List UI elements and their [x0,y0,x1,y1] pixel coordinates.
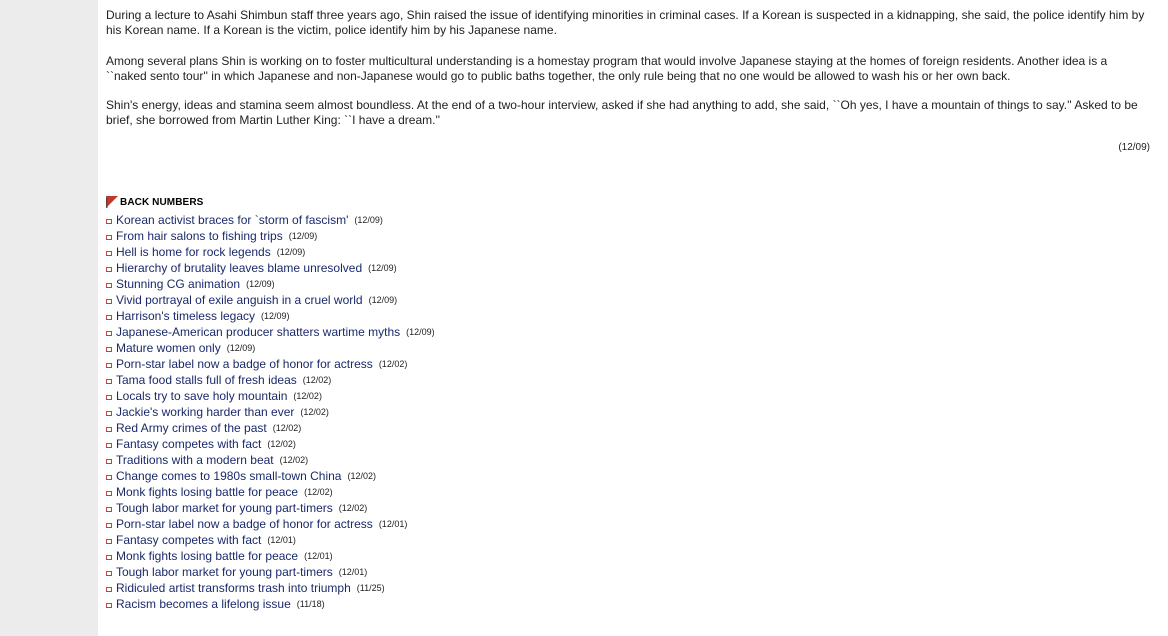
square-bullet-icon [106,395,112,400]
back-number-link[interactable]: Vivid portrayal of exile anguish in a cruel world [116,293,363,307]
list-item [106,260,435,276]
back-number-date: (12/02) [378,359,408,369]
article-paragraph-1: During a lecture to Asahi Shimbun staff three years ago, Shin raised the issue of identifying minorities in criminal cases. If a Korean is suspected in a kidnapping, she said, the police identify him by his Korean name. If a Korean is the victim, police identify him by his Japanese name. [106,8,1145,37]
left-sidebar [0,0,98,636]
square-bullet-icon [106,475,112,480]
back-number-link[interactable]: Harrison's timeless legacy [116,309,256,323]
square-bullet-icon [106,235,112,240]
back-number-date: (12/01) [304,551,333,561]
list-item [106,532,435,548]
list-item [106,580,435,596]
back-number-link[interactable]: Hell is home for rock legends [116,245,271,259]
list-item [106,228,435,244]
square-bullet-icon [106,299,112,304]
back-number-link[interactable]: Jackie's working harder than ever [116,405,295,419]
square-bullet-icon [106,587,112,592]
square-bullet-icon [106,571,112,576]
back-number-link[interactable]: Fantasy competes with fact [116,533,262,547]
list-item [106,292,435,308]
list-item [106,596,435,612]
back-number-link[interactable]: Monk fights losing battle for peace [116,485,299,499]
back-numbers-list [106,212,435,612]
back-number-link[interactable]: Fantasy competes with fact [116,437,262,451]
back-number-date: (12/09) [368,263,397,273]
list-item [106,212,435,228]
list-item [106,276,435,292]
square-bullet-icon [106,603,112,608]
back-number-date: (12/09) [246,279,275,289]
list-item [106,340,435,356]
back-number-link[interactable]: Korean activist braces for `storm of fascism' [116,213,349,227]
article-date: (12/09) [1118,142,1150,153]
back-number-date: (12/09) [406,327,435,337]
list-item [106,564,435,580]
back-number-date: (12/01) [338,567,368,577]
list-item [106,356,435,372]
back-number-link[interactable]: Hierarchy of brutality leaves blame unresolved [116,261,363,275]
back-number-date: (12/09) [261,311,290,321]
back-number-date: (11/18) [296,599,325,609]
back-numbers-heading [106,196,203,208]
list-item [106,244,435,260]
back-number-date: (12/02) [272,423,302,433]
back-number-date: (12/09) [276,247,306,257]
list-item [106,484,435,500]
back-number-link[interactable]: Porn-star label now a badge of honor for actress [116,357,373,371]
back-number-link[interactable]: Tough labor market for young part-timers [116,565,333,579]
back-number-date: (12/09) [226,343,256,353]
back-number-link[interactable]: Monk fights losing battle for peace [116,549,299,563]
article-paragraph-3: Shin's energy, ideas and stamina seem almost boundless. At the end of a two-hour interview, asked if she had anything to add, she said, ``Oh yes, I have a mountain of things to say.'' Asked to be brief, she borrowed from Martin Luther King: ``I have a dream.'' [106,98,1138,127]
back-number-link[interactable]: Tough labor market for young part-timers [116,501,333,515]
back-number-date: (12/09) [354,215,383,225]
back-number-date: (12/02) [338,503,368,513]
square-bullet-icon [106,427,112,432]
back-number-link[interactable]: Locals try to save holy mountain [116,389,288,403]
list-item [106,548,435,564]
square-bullet-icon [106,363,112,368]
back-number-link[interactable]: From hair salons to fishing trips [116,229,283,243]
back-numbers-title: BACK NUMBERS [120,196,204,208]
back-number-date: (12/09) [288,231,318,241]
back-number-link[interactable]: Mature women only [116,341,221,355]
back-number-link[interactable]: Tama food stalls full of fresh ideas [116,373,297,387]
square-bullet-icon [106,315,112,320]
square-bullet-icon [106,267,112,272]
article-paragraph-2: Among several plans Shin is working on to foster multicultural understanding is a homestay program that would involve Japanese staying at the homes of foreign residents. Another idea is a ``naked sento tour'' in which Japanese and non-Japanese would go to public baths together, the only rule being that no one would be allowed to wash his or her own back. [106,54,1108,83]
square-bullet-icon [106,331,112,336]
square-bullet-icon [106,443,112,448]
list-item [106,500,435,516]
list-item [106,452,435,468]
back-number-link[interactable]: Racism becomes a lifelong issue [116,597,291,611]
back-number-link[interactable]: Traditions with a modern beat [116,453,274,467]
back-number-link[interactable]: Red Army crimes of the past [116,421,267,435]
back-number-date: (12/01) [378,519,408,529]
list-item [106,388,435,404]
list-item [106,516,435,532]
square-bullet-icon [106,347,112,352]
back-number-link[interactable]: Change comes to 1980s small-town China [116,469,342,483]
back-number-link[interactable]: Porn-star label now a badge of honor for actress [116,517,373,531]
square-bullet-icon [106,459,112,464]
back-number-date: (12/02) [304,487,333,497]
red-flag-icon [106,196,118,208]
list-item [106,404,435,420]
list-item [106,324,435,340]
list-item [106,372,435,388]
square-bullet-icon [106,539,112,544]
square-bullet-icon [106,507,112,512]
back-number-link[interactable]: Stunning CG animation [116,277,241,291]
back-number-date: (12/09) [368,295,398,305]
back-number-date: (12/02) [293,391,322,401]
list-item [106,436,435,452]
back-number-link[interactable]: Ridiculed artist transforms trash into triumph [116,581,351,595]
back-number-date: (12/02) [267,439,296,449]
list-item [106,468,435,484]
square-bullet-icon [106,251,112,256]
list-item [106,308,435,324]
list-item [106,420,435,436]
back-number-date: (12/01) [267,535,296,545]
square-bullet-icon [106,283,112,288]
back-number-link[interactable]: Japanese-American producer shatters wartime myths [116,325,401,339]
square-bullet-icon [106,523,112,528]
square-bullet-icon [106,379,112,384]
square-bullet-icon [106,219,112,224]
back-number-date: (12/02) [300,407,329,417]
square-bullet-icon [106,491,112,496]
square-bullet-icon [106,555,112,560]
back-number-date: (11/25) [356,583,385,593]
back-number-date: (12/02) [347,471,376,481]
square-bullet-icon [106,411,112,416]
back-number-date: (12/02) [302,375,332,385]
back-number-date: (12/02) [279,455,309,465]
